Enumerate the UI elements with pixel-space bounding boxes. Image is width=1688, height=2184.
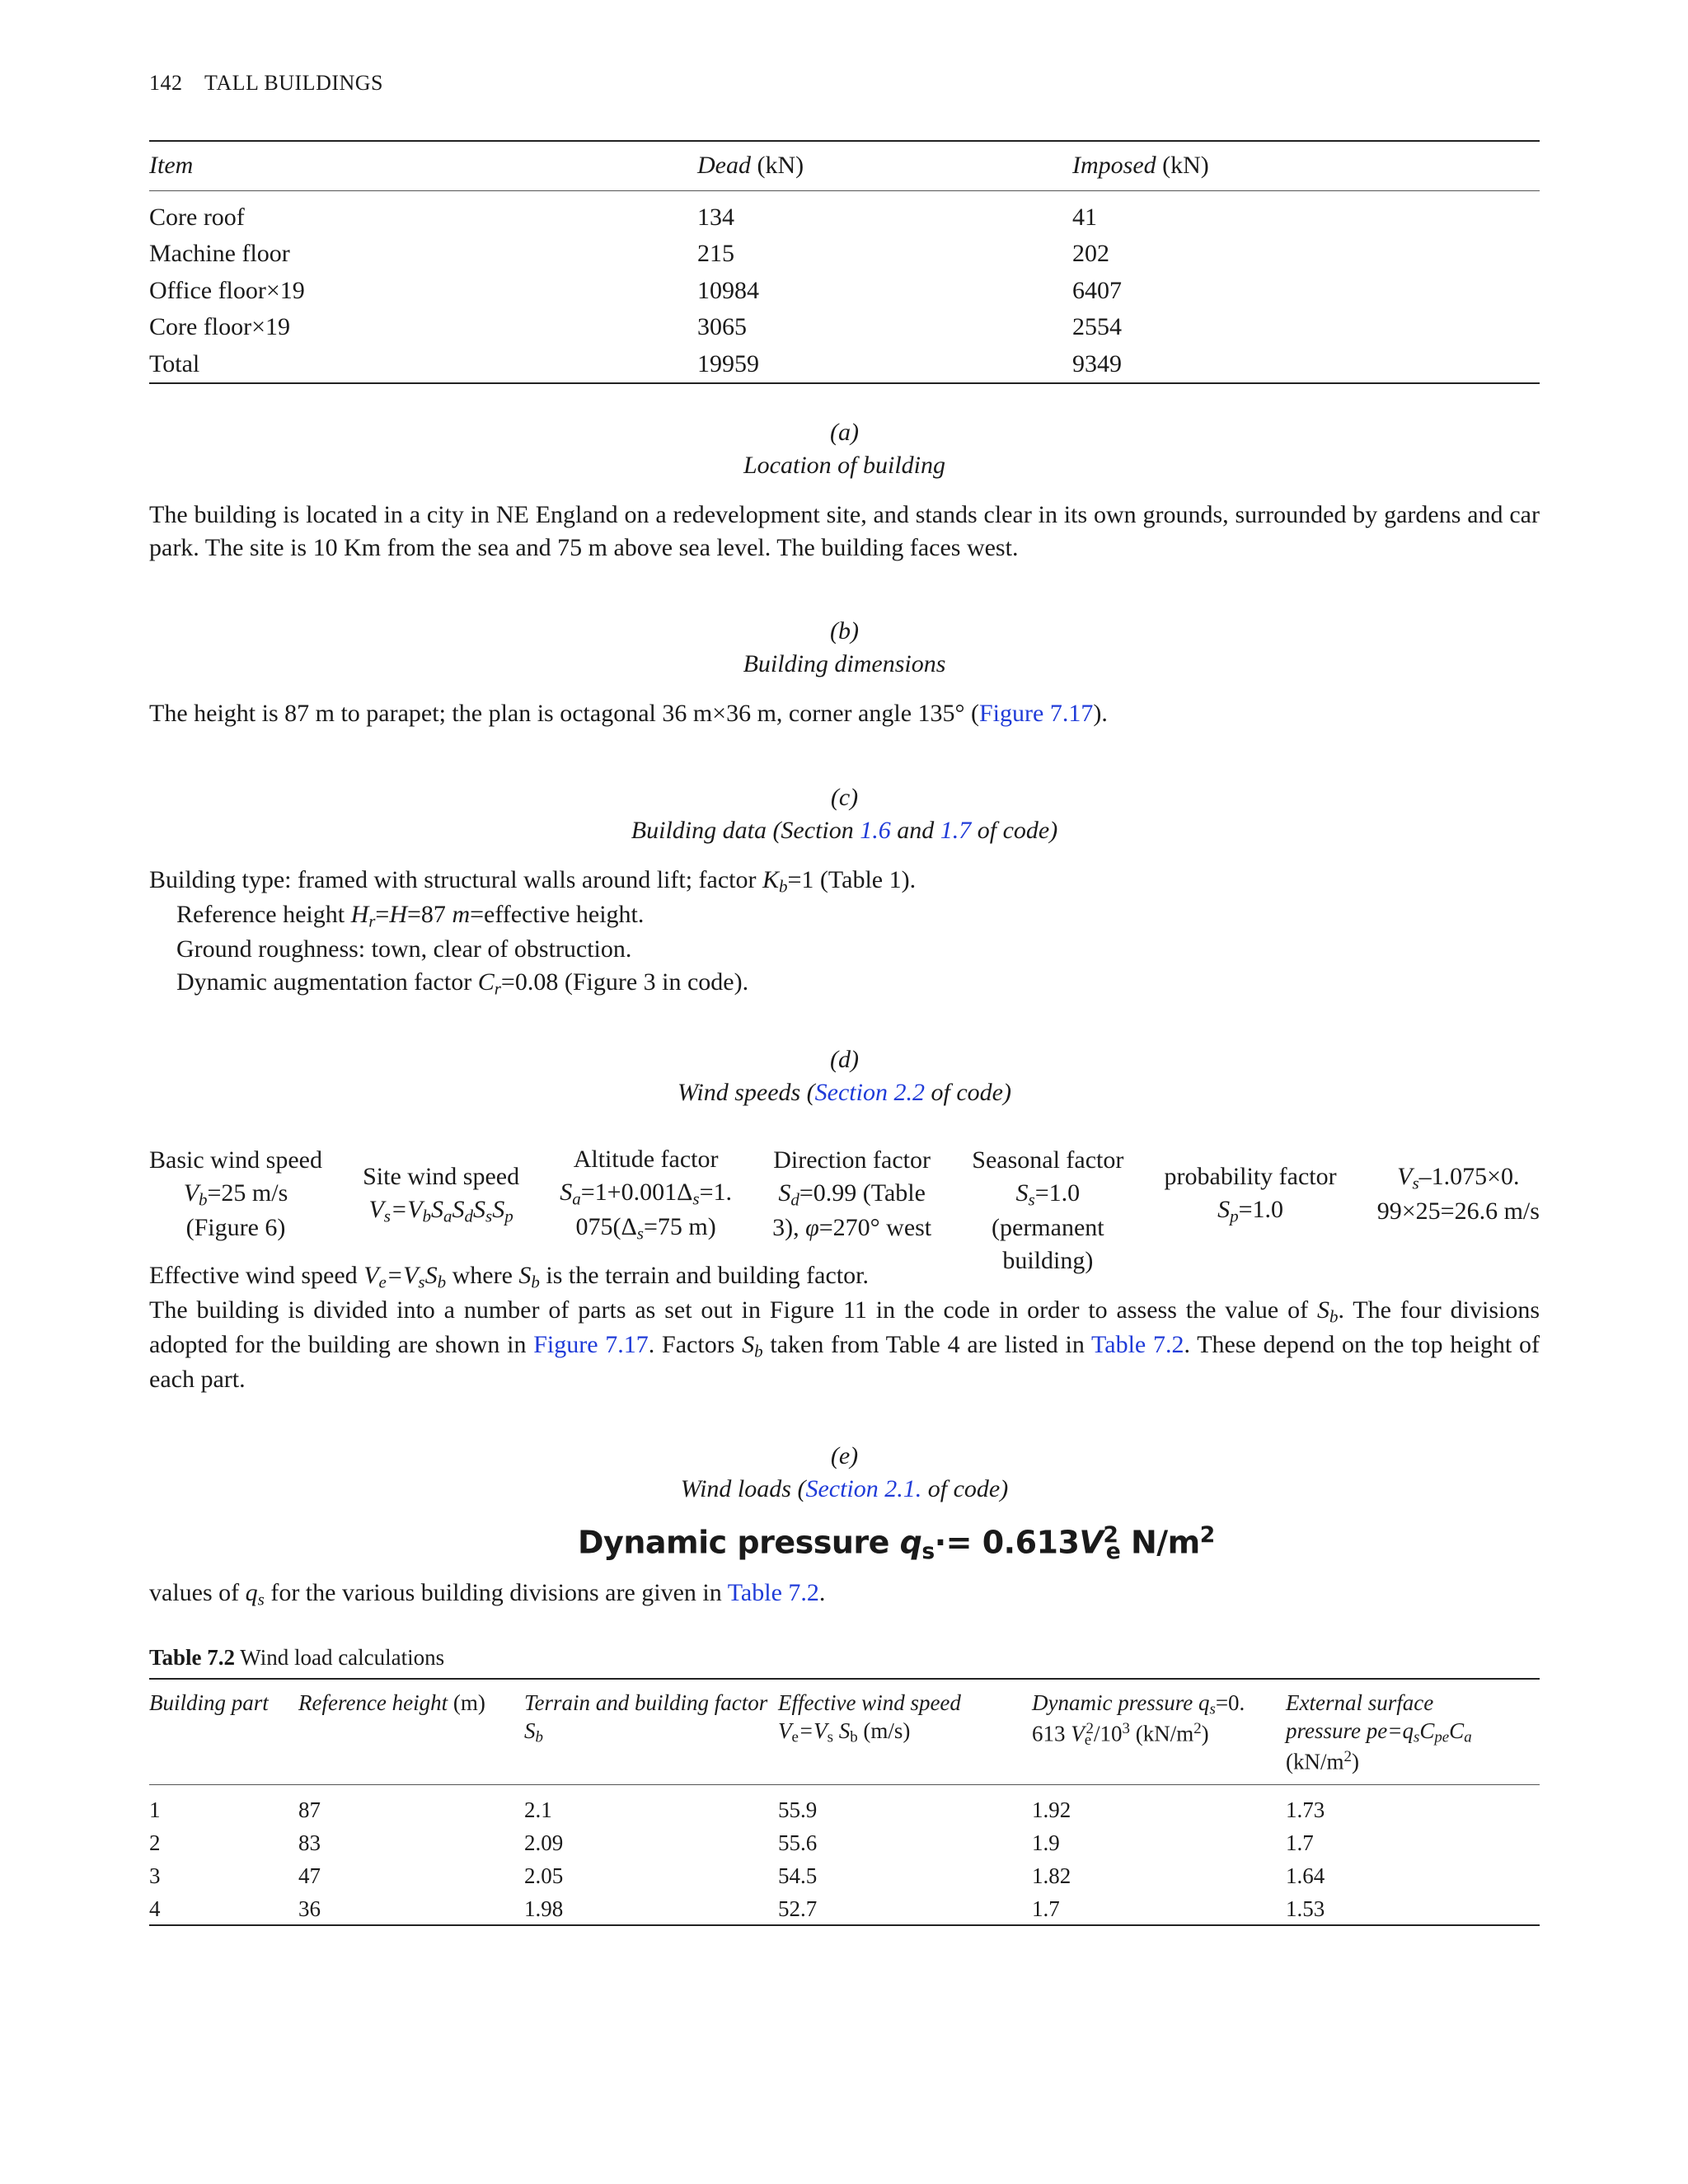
text-line: Building type: framed with structural walls around lift; factor $K_b=1$ (Table 1). — [149, 866, 917, 897]
section-label: (a) — [830, 419, 859, 446]
cell: 215 — [697, 240, 734, 268]
wind-load-table — [149, 1678, 1540, 1926]
figure-link[interactable]: Figure 7.17 — [979, 700, 1094, 727]
cell: Office floor×19 — [149, 276, 305, 304]
section-link[interactable]: 1.6 — [860, 816, 891, 844]
basic-wind-speed: Basic wind speed $V_b=25$ m/s (Figure 6) — [149, 1146, 322, 1241]
wind-load-table-header — [149, 1679, 1540, 1785]
section-title: Building dimensions — [743, 649, 946, 677]
section-e-heading — [149, 1440, 1540, 1505]
cell: 4 — [149, 1892, 298, 1926]
cell: 36 — [298, 1892, 524, 1926]
section-e-text: values of $q_s$ for the various building divisions are given in Table 7.2. — [149, 1579, 826, 1610]
cell: 55.6 — [778, 1830, 818, 1856]
table-row — [149, 1826, 1540, 1859]
header-terrain-factor: Terrain and building factor $S_b$ — [524, 1679, 778, 1785]
running-head — [149, 69, 383, 97]
cell: 2 — [149, 1830, 161, 1856]
table-row — [149, 1859, 1540, 1892]
header-building-part: Building part — [149, 1679, 298, 1785]
section-title: Building data (Section 1.6 and 1.7 of code) — [631, 816, 1058, 844]
cell: 2.1 — [524, 1797, 552, 1823]
table-row — [149, 190, 1540, 235]
table-row — [149, 345, 1540, 383]
section-d-text — [149, 1259, 1540, 1396]
header-dead: Dead (kN) — [697, 141, 1072, 190]
table-link[interactable]: Table 7.2 — [727, 1579, 819, 1606]
section-title: Location of building — [743, 451, 945, 479]
cell: 1.64 — [1286, 1863, 1325, 1888]
section-label: (d) — [830, 1046, 859, 1073]
header-item: Item — [149, 141, 697, 190]
site-wind-speed-result: $V_s-1.075\times 0$. 99×25=26.6 m/s — [1376, 1162, 1540, 1226]
cell: 87 — [298, 1797, 321, 1823]
cell: 1.9 — [1032, 1830, 1060, 1856]
section-d-heading — [149, 1043, 1540, 1108]
section-label: (c) — [830, 784, 859, 811]
cell: 19959 — [697, 345, 1072, 383]
cell: 1.53 — [1286, 1892, 1540, 1926]
header-reference-height: Reference height (m) — [298, 1679, 524, 1785]
table-row — [149, 235, 1540, 272]
header-external-pressure: External surface pressure $pe=q_sC_{pe}C_a$ $(kN/m^2)$ — [1286, 1679, 1540, 1785]
cell: 1.82 — [1032, 1863, 1071, 1888]
cell: Core floor×19 — [149, 313, 291, 341]
cell: 55.9 — [778, 1797, 818, 1823]
cell: 54.5 — [778, 1863, 818, 1888]
cell: 2.05 — [524, 1863, 564, 1888]
cell: Core roof — [149, 203, 245, 231]
section-title: Wind speeds (Section 2.2 of code) — [678, 1078, 1011, 1106]
cell: 3 — [149, 1863, 161, 1888]
text-paragraph: The building is divided into a number of parts as set out in Figure 11 in the code in order to assess the value of $S_b$. The four divisions adopted for the building are shown in Figure 7.17. Factors $S_b$ taken from Table 4 are listed in Table 7.2. These depend on the top height of each part. — [149, 1296, 1540, 1393]
cell: 2554 — [1072, 313, 1122, 341]
loads-table — [149, 140, 1540, 384]
cell: 1.73 — [1286, 1797, 1325, 1823]
cell: 52.7 — [778, 1892, 1032, 1926]
section-link[interactable]: Section 2.1. — [805, 1474, 922, 1502]
section-a-heading — [149, 416, 1540, 481]
cell: Machine floor — [149, 240, 290, 268]
header-dynamic-pressure: Dynamic pressure $q_s=0$. 613 $V_e^2/10^3$ $(kN/m^2)$ — [1032, 1679, 1286, 1785]
cell: 1.92 — [1032, 1797, 1071, 1823]
section-label: (b) — [830, 617, 859, 644]
cell: 83 — [298, 1830, 321, 1856]
table-caption: Table 7.2 Wind load calculations — [149, 1645, 445, 1670]
text-line: Dynamic augmentation factor $C_r=0.08$ (Figure 3 in code). — [176, 968, 749, 998]
altitude-factor: Altitude factor $S_a=1+0.001\Delta_s=1$. $075(\Delta_s=75$ m) — [560, 1145, 732, 1244]
section-c-text — [149, 864, 1540, 1001]
section-label: (e) — [830, 1442, 859, 1469]
cell: 6407 — [1072, 276, 1122, 304]
section-link[interactable]: Section 2.2 — [814, 1078, 925, 1106]
table-row — [149, 308, 1540, 345]
section-title: Wind loads (Section 2.1. of code) — [680, 1474, 1009, 1502]
seasonal-factor: Seasonal factor $S_s=1.0$ (permanent building) — [972, 1146, 1124, 1274]
section-a-text: The building is located in a city in NE England on a redevelopment site, and stands clear in its own grounds, surrounded by gardens and car park. The site is 10 Km from the sea and 75 m above sea level. The building faces west. — [149, 501, 1540, 561]
table-row — [149, 1785, 1540, 1826]
header-effective-wind-speed: Effective wind speed $V_e=V_s$ $S_b$ (m/s) — [778, 1679, 1032, 1785]
header-imposed: Imposed (kN) — [1072, 141, 1540, 190]
cell: 202 — [1072, 240, 1109, 268]
cell: 10984 — [697, 276, 759, 304]
cell: 47 — [298, 1863, 321, 1888]
section-c-heading — [149, 781, 1540, 846]
running-title: TALL BUILDINGS — [204, 71, 384, 95]
dynamic-pressure-formula: Dynamic pressure $q_s\cdot= 0.613V^2_e$ $N/m^2$ — [578, 1522, 1215, 1564]
section-b-text: The height is 87 m to parapet; the plan is octagonal 36 m×36 m, corner angle 135° (Figure 7.17). — [149, 700, 1108, 727]
site-wind-speed: Site wind speed $V_s=V_bS_aS_dS_sS_p$ — [363, 1162, 520, 1226]
table-row — [149, 1892, 1540, 1926]
cell: 1.98 — [524, 1892, 778, 1926]
cell: Total — [149, 345, 697, 383]
cell: 1 — [149, 1797, 161, 1823]
probability-factor: probability factor $S_p=1.0$ — [1164, 1162, 1337, 1226]
figure-link[interactable]: Figure 7.17 — [533, 1330, 649, 1358]
loads-table-header — [149, 141, 1540, 190]
direction-factor: Direction factor $S_d=0.99$ (Table 3), φ=270° west — [772, 1146, 932, 1241]
page-number: 142 — [149, 71, 183, 95]
cell: 1.7 — [1286, 1830, 1314, 1856]
cell: 9349 — [1072, 345, 1540, 383]
cell: 3065 — [697, 313, 747, 341]
table-row — [149, 272, 1540, 309]
cell: 41 — [1072, 203, 1097, 231]
section-link[interactable]: 1.7 — [940, 816, 972, 844]
section-b-heading — [149, 615, 1540, 680]
text-line: Effective wind speed $V_e=V_sS_b$ where $S_b$ is the terrain and building factor. — [149, 1262, 869, 1292]
cell: 134 — [697, 203, 734, 231]
wind-speed-factors — [149, 1127, 1540, 1274]
text-line: Ground roughness: town, clear of obstruction. — [176, 935, 632, 963]
cell: 1.7 — [1032, 1892, 1286, 1926]
cell: 2.09 — [524, 1830, 564, 1856]
table-link[interactable]: Table 7.2 — [1091, 1330, 1184, 1358]
text-line: Reference height $H_r=H=87$ m=effective height. — [176, 900, 645, 931]
